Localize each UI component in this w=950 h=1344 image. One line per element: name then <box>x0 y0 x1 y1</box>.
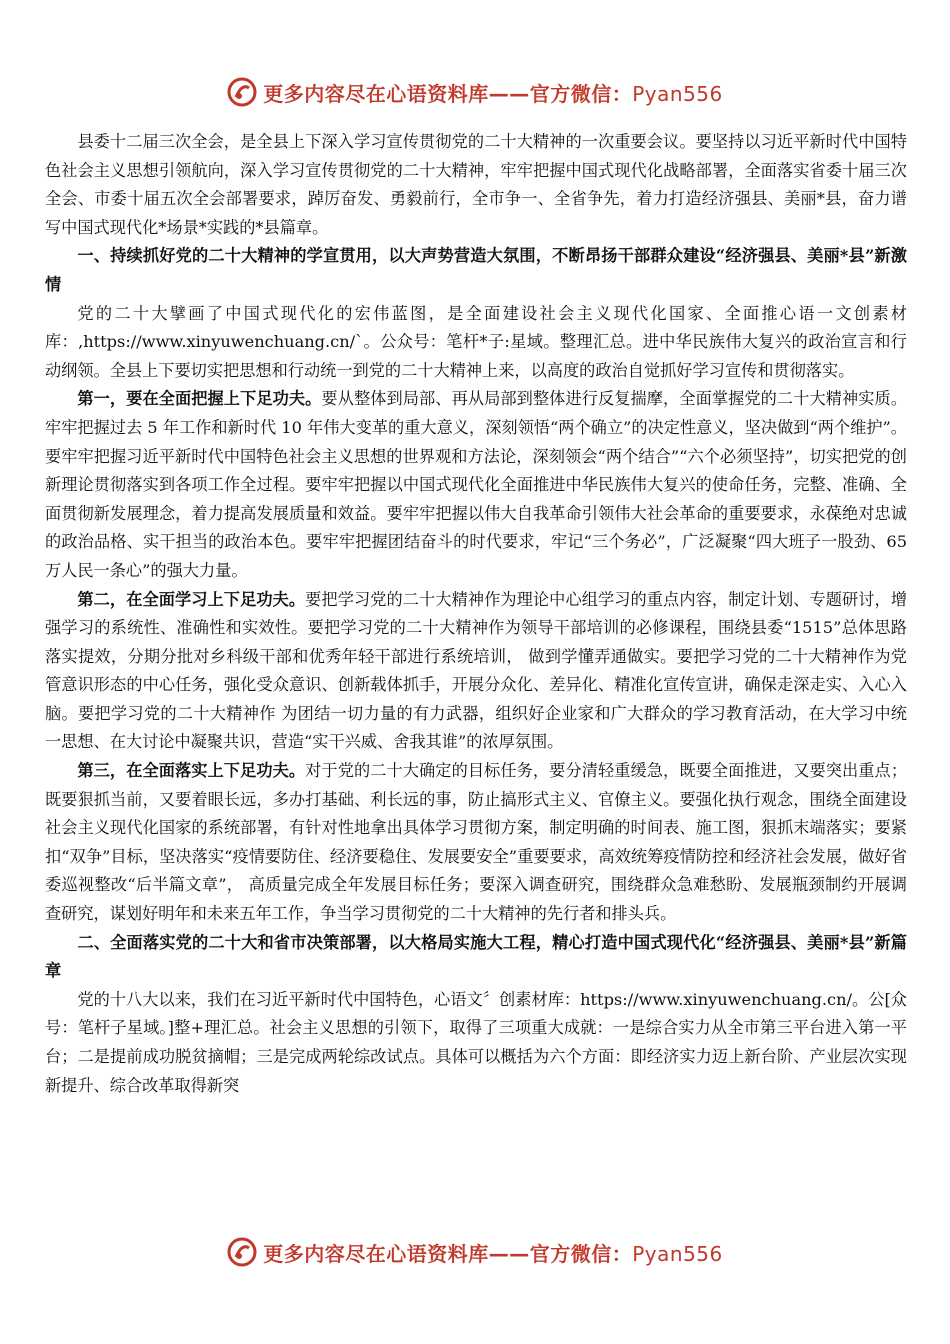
banner-dash: —— <box>488 81 530 106</box>
point-lead: 第三，在全面落实上下足功夫。 <box>77 761 306 781</box>
header-banner <box>0 72 950 112</box>
paragraph-point-1 <box>45 385 907 585</box>
banner-main: 更多内容尽在心语资料库 <box>263 1241 489 1266</box>
point-text: 要把学习党的二十大精神作为理论中心组学习的重点内容，制定计划、专题研讨，增强学习的系统性、准确性和实效性。要把学习党的二十大精神作为领导干部培训的必修课程，围绕县委“1515”总体思路落实提效，分期分批对乡科级干部和优秀年轻干部进行系统培训， 做到学懂弄通做实。要把学习党的二十大精神作为党管意识形态的中心任务，强化受众意识、创新载体抓手，开展分众化、差异化、精准化宣传宣讲，确保走深走实、入心入脑。要把学习党的二十大精神作 为团结一切力量的有力武器，组织好企业家和广大群众的学习教育活动，在大学习中统一思想、在大讨论中凝聚共识，营造“实干兴威、舍我其谁”的浓厚氛围。 <box>45 589 908 752</box>
point-text: 要从整体到局部、再从局部到整体进行反复揣摩，全面掌握党的二十大精神实质。牢牢把握过去 5 年工作和新时代 10 年伟大变革的重大意义，深刻领悟“两个确立”的决定性意义，坚决做到“两个维护”。要牢牢把握习近平新时代中国特色社会主义思想的世界观和方法论，深刻领会“两个结合”“六个必须坚持”，切实把党的创新理论贯彻落实到各项工作全过程。要牢牢把握以中国式现代化全面推进中华民族伟大复兴的使命任务，完整、准确、全面贯彻新发展理念，着力提高发展质量和效益。要牢牢把握以伟大自我革命引领伟大社会革命的重要要求，永葆绝对忠诚的政治品格、实干担当的政治本色。要牢牢把握团结奋斗的时代要求，牢记“三个务必”，广泛凝聚“四大班子一股劲、65 万人民一条心”的强大力量。 <box>45 389 908 580</box>
point-lead: 第一，要在全面把握上下足功夫。 <box>77 389 322 409</box>
paragraph-intro: 县委十二届三次全会，是全县上下深入学习宣传贯彻党的二十大精神的一次重要会议。要坚持以习近平新时代中国特色社会主义思想引领航向，深入学习宣传贯彻党的二十大精神，牢牢把握中国式现代化战略部署，全面落实省委十届三次全会、市委十届五次全会部署要求，踔厉奋发、勇毅前行，全市争一、全省争先，着力打造经济强县、美丽*县，奋力谱写中国式现代化*场景*实践的*县篇章。 <box>45 132 907 237</box>
banner-handle: Pyan556 <box>632 1241 723 1266</box>
document-body <box>45 128 907 1100</box>
banner-official: 官方微信： <box>529 81 633 106</box>
point-text: 对于党的二十大确定的目标任务，要分清轻重缓急，既要全面推进，又要突出重点；既要狠抓当前，又要着眼长远，多办打基础、利长远的事，防止搞形式主义、官僚主义。要强化执行观念，围绕全面建设社会主义现代化国家的系统部署，有针对性地拿出具体学习贯彻方案，制定明确的时间表、施工图，狠抓末端落实；要紧扣“双争”目标，坚决落实“疫情要防住、经济要稳住、发展要安全”重要要求，高效统筹疫情防控和经济社会发展，做好省委巡视整改“后半篇文章”， 高质量完成全年发展目标任务；要深入调查研究，围绕群众急难愁盼、发展瓶颈制约开展调查研究，谋划好明年和未来五年工作，争当学习贯彻党的二十大精神的先行者和排头兵。 <box>45 761 908 924</box>
banner-main: 更多内容尽在心语资料库 <box>263 81 489 106</box>
paragraph: 党的二十大擘画了中国式现代化的宏伟蓝图，是全面建设社会主义现代化国家、全面推心语一文创素材库：,https://www.xinyuwenchuang.cn/`。公众号：笔杆*子:星域。整理汇总。进中华民族伟大复兴的政治宣言和行动纲领。全县上下要切实把思想和行动统一到党的二十大精神上来，以高度的政治自觉抓好学习宣传和贯彻落实。 <box>45 303 907 380</box>
banner-text <box>263 78 723 107</box>
banner-official: 官方微信： <box>529 1241 633 1266</box>
banner-text <box>263 1238 723 1267</box>
section-heading-2: 二、全面落实党的二十大和省市决策部署，以大格局实施大工程，精心打造中国式现代化“经济强县、美丽*县”新篇章 <box>45 932 907 981</box>
paragraph-point-2 <box>45 586 907 758</box>
footer-banner <box>0 1232 950 1272</box>
point-lead: 第二，在全面学习上下足功夫。 <box>77 589 306 609</box>
section-heading-1: 一、持续抓好党的二十大精神的学宣贯用，以大声势营造大氛围，不断昂扬干部群众建设“经济强县、美丽*县”新激情 <box>45 246 907 294</box>
logo-icon <box>227 77 257 107</box>
banner-dash: —— <box>488 1241 530 1266</box>
paragraph: 党的十八大以来，我们在习近平新时代中国特色，心语文〞创素材库：https://www.xinyuwenchuang.cn/。公[众号：笔杆子星域。]整+理汇总。社会主义思想的引领下，取得了三项重大成就：一是综合实力从全市第三平台进入第一平台；二是提前成功脱贫摘帽；三是完成两轮综改试点。具体可以概括为六个方面：即经济实力迈上新台阶、产业层次实现新提升、综合改革取得新突 <box>45 989 907 1095</box>
logo-icon <box>227 1237 257 1267</box>
paragraph-point-3 <box>45 757 907 929</box>
banner-handle: Pyan556 <box>632 81 723 106</box>
